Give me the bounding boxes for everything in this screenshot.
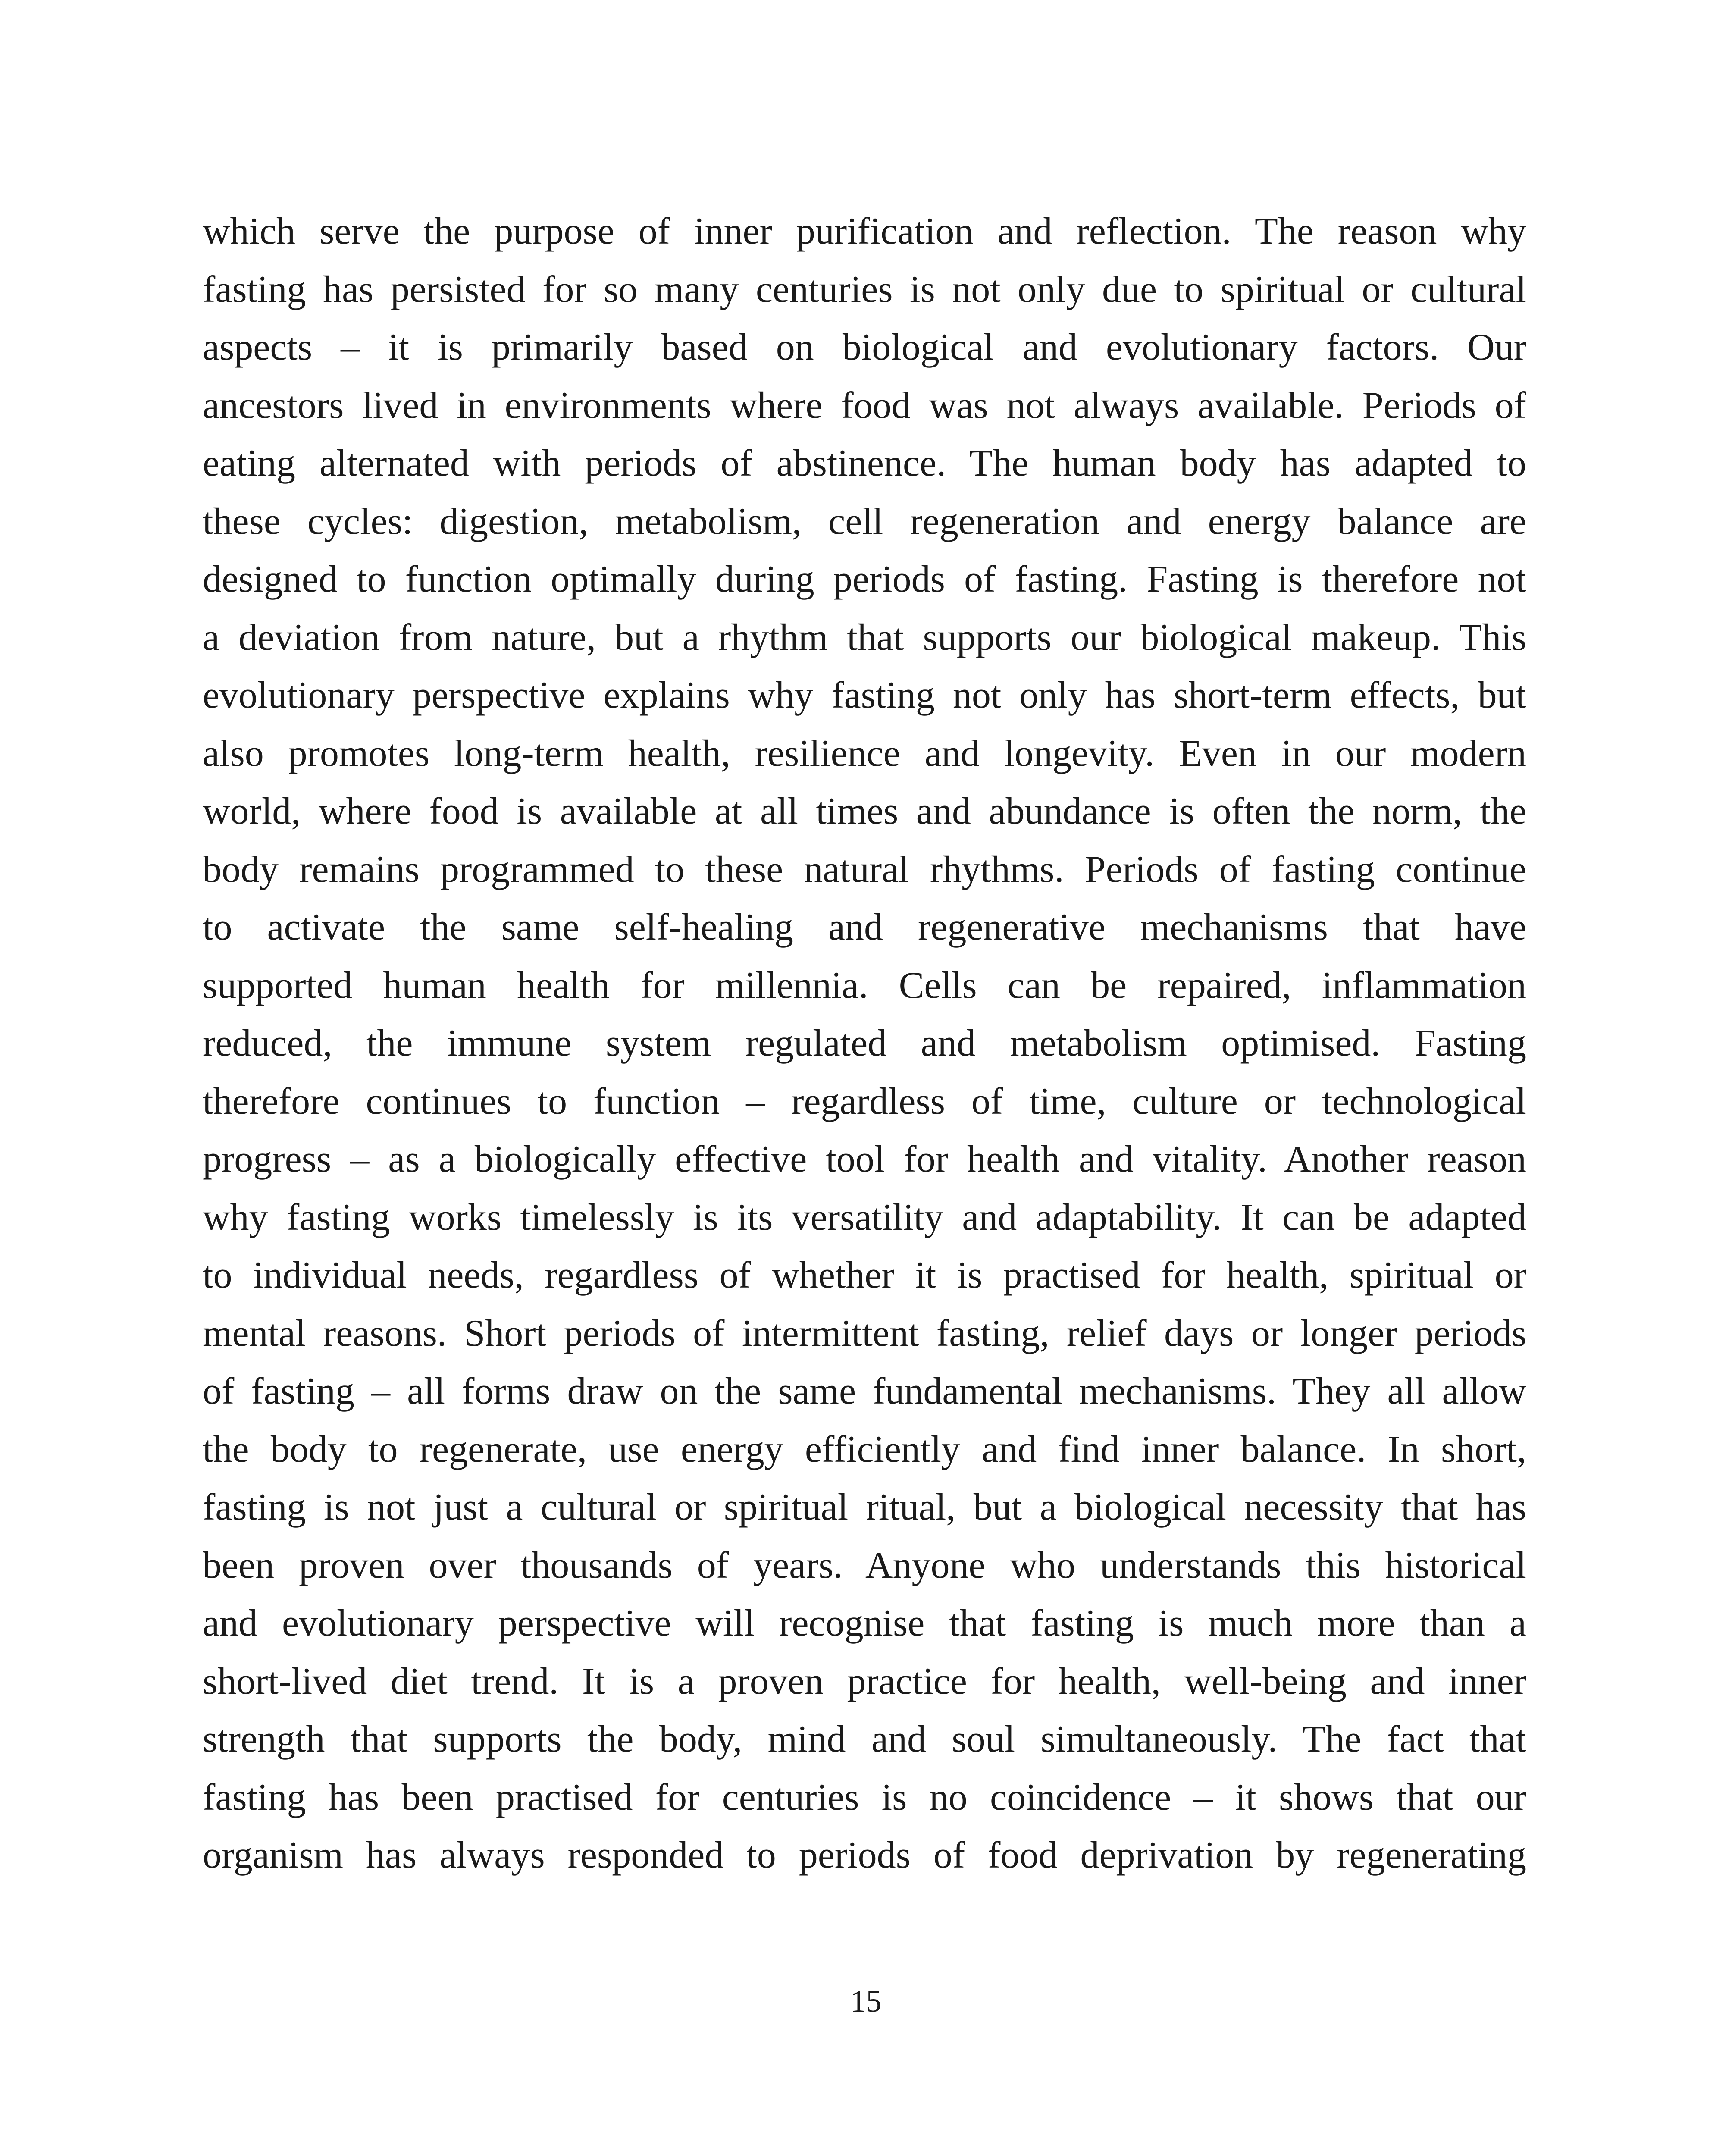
text-line: to activate the same self-healing and regenerative mechanisms that have [203, 906, 1526, 948]
text-line: also promotes long-term health, resilience and longevity. Even in our modern [203, 732, 1526, 774]
text-line: progress – as a biologically effective tool for health and vitality. Another reason [203, 1138, 1526, 1180]
text-line: fasting has been practised for centuries is no coincidence – it shows that our [203, 1776, 1526, 1818]
text-line: evolutionary perspective explains why fasting not only has short-term effects, but [203, 674, 1526, 716]
text-line: mental reasons. Short periods of intermittent fasting, relief days or longer periods [203, 1312, 1526, 1354]
text-line: these cycles: digestion, metabolism, cell regeneration and energy balance are [203, 500, 1526, 542]
text-line: which serve the purpose of inner purification and reflection. The reason why [203, 210, 1526, 252]
text-line: been proven over thousands of years. Anyone who understands this historical [203, 1544, 1526, 1586]
text-line: ancestors lived in environments where food was not always available. Periods of [203, 384, 1526, 426]
text-line: fasting is not just a cultural or spiritual ritual, but a biological necessity that has [203, 1486, 1526, 1528]
text-line: body remains programmed to these natural rhythms. Periods of fasting continue [203, 848, 1526, 890]
text-line: of fasting – all forms draw on the same fundamental mechanisms. They all allow [203, 1370, 1526, 1412]
text-line: a deviation from nature, but a rhythm that supports our biological makeup. This [203, 616, 1526, 658]
text-line: eating alternated with periods of abstinence. The human body has adapted to [203, 442, 1526, 484]
text-line: why fasting works timelessly is its versatility and adaptability. It can be adapted [203, 1196, 1526, 1238]
text-line: and evolutionary perspective will recognise that fasting is much more than a [203, 1602, 1526, 1644]
text-line: therefore continues to function – regardless of time, culture or technological [203, 1080, 1526, 1122]
text-line: world, where food is available at all times and abundance is often the norm, the [203, 790, 1526, 832]
body-paragraph [203, 203, 1526, 1885]
text-line: to individual needs, regardless of whether it is practised for health, spiritual or [203, 1254, 1526, 1296]
text-line: organism has always responded to periods of food deprivation by regenerating [203, 1834, 1526, 1876]
text-line: fasting has persisted for so many centuries is not only due to spiritual or cultural [203, 268, 1526, 310]
text-line: strength that supports the body, mind and soul simultaneously. The fact that [203, 1718, 1526, 1760]
text-line: aspects – it is primarily based on biological and evolutionary factors. Our [203, 326, 1526, 368]
text-line: supported human health for millennia. Cells can be repaired, inflammation [203, 964, 1526, 1006]
text-line: the body to regenerate, use energy efficiently and find inner balance. In short, [203, 1428, 1526, 1470]
page-number: 15 [850, 1984, 882, 2018]
text-line: reduced, the immune system regulated and metabolism optimised. Fasting [203, 1022, 1526, 1064]
text-line: short-lived diet trend. It is a proven practice for health, well-being and inner [203, 1660, 1526, 1702]
text-line: designed to function optimally during periods of fasting. Fasting is therefore not [203, 558, 1526, 600]
